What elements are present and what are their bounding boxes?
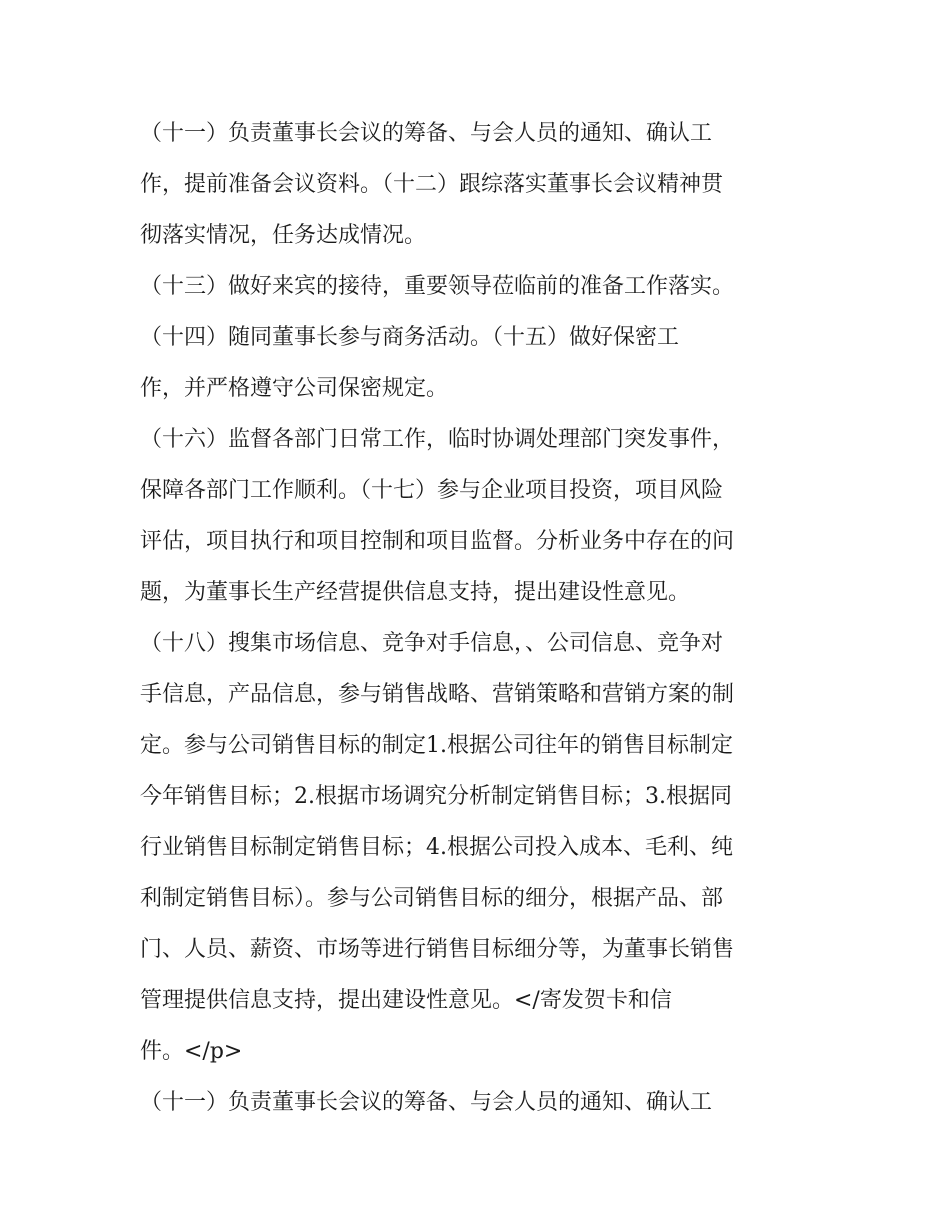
text-line: 作，提前准备会议资料。（十二）跟综落实董事长会议精神贯 [140,172,724,197]
text-line: （十一）负责董事长会议的筹备、与会人员的通知、确认工 [140,121,713,146]
text-line: 保障各部门工作顺利。（十七）参与企业项目投资，项目风险 [140,478,724,503]
text-line: 件。</p> [140,1039,243,1064]
text-line: （十一）负责董事长会议的筹备、与会人员的通知、确认工 [140,1090,713,1115]
text-line: （十六）监督各部门日常工作，临时协调处理部门突发事件， [140,427,735,452]
text-line: （十八）搜集市场信息、竞争对手信息，、公司信息、竞争对 [140,631,724,656]
text-line: 利制定销售目标）。参与公司销售目标的细分，根据产品、部 [140,886,724,911]
text-line: （十四）随同董事长参与商务活动。（十五）做好保密工 [140,325,680,350]
text-line: 手信息，产品信息，参与销售战略、营销策略和营销方案的制 [140,682,735,707]
body-text [140,108,820,1128]
text-line: 门、人员、薪资、市场等进行销售目标细分等，为董事长销售 [140,937,735,962]
text-line: 定。参与公司销售目标的制定1.根据公司往年的销售目标制定 [140,733,733,758]
text-line: 彻落实情况，任务达成情况。 [140,223,427,248]
text-line: 管理提供信息支持，提出建设性意见。</寄发贺卡和信 [140,988,672,1013]
text-line: 作，并严格遵守公司保密规定。 [140,376,449,401]
text-line: 题，为董事长生产经营提供信息支持，提出建设性意见。 [140,580,691,605]
text-line: 评估，项目执行和项目控制和项目监督。分析业务中存在的问 [140,529,735,554]
text-line: 行业销售目标制定销售目标；4.根据公司投入成本、毛利、纯 [140,835,733,860]
text-line: 今年销售目标；2.根据市场调究分析制定销售目标；3.根据同 [140,784,732,809]
text-line: （十三）做好来宾的接待，重要领导莅临前的准备工作落实。 [140,274,735,299]
